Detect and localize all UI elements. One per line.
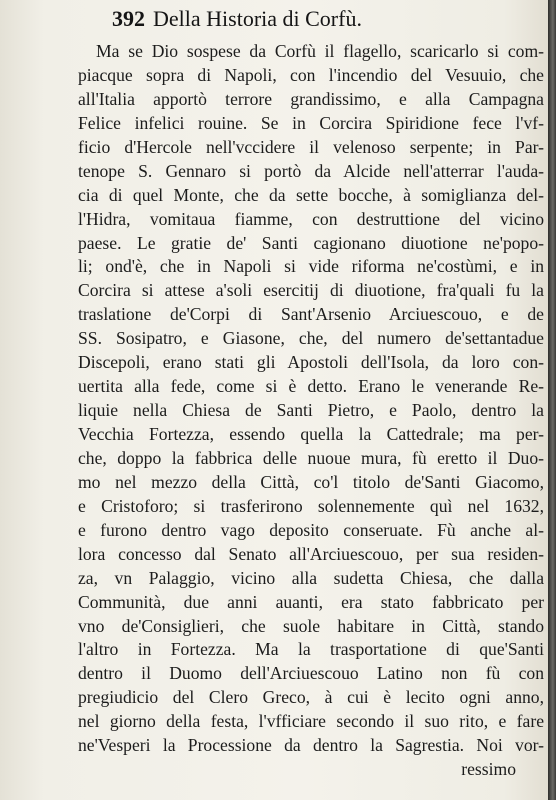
text-line: e furono dentro vago deposito conseruate. Fù anche al-	[78, 519, 544, 540]
text-line: Felice infelici rouine. Se in Corcira Spiridione fece l'vf-	[78, 112, 544, 133]
text-line: l'altro in Fortezza. Ma la trasportatione di que'Santi	[78, 639, 544, 660]
text-line: ne'Vesperi la Processione da dentro la Sagrestia. Noi vor-	[78, 735, 544, 756]
text-line: ficio d'Hercole nell'vccidere il velenoso serpente; in Par-	[78, 136, 544, 157]
text-line: mo nel mezzo della Città, co'l titolo de'Santi Giacomo,	[78, 471, 544, 492]
running-title: Della Historia di Corfù.	[153, 6, 362, 31]
running-header	[112, 6, 362, 32]
text-line: za, vn Palaggio, vicino alla sudetta Chiesa, che dalla	[78, 567, 544, 588]
text-line: Ma se Dio sospese da Corfù il flagello, scaricarlo si com-	[96, 41, 544, 61]
text-line: lora concesso dal Senato all'Arciuescouo, per sua residen-	[78, 543, 544, 564]
text-line: dentro il Duomo dell'Arciuescouo Latino non fù con	[78, 663, 544, 684]
text-line: piacque sopra di Napoli, con l'incendio del Vesuuio, che	[78, 64, 544, 85]
text-line: tenope S. Gennaro si portò da Alcide nell'atterrar l'auda-	[78, 160, 544, 181]
text-line: uertita alla fede, come si è detto. Erano le venerande Re-	[78, 376, 544, 397]
page-edge	[548, 0, 556, 800]
text-line: traslatione de'Corpi di Sant'Arsenio Arciuescouo, e de	[78, 304, 544, 325]
text-line: Communità, due anni auanti, era stato fabbricato per	[78, 591, 544, 612]
page-number: 392	[112, 6, 145, 31]
text-line: che, doppo la fabbrica delle nuoue mura, fù eretto il Duo-	[78, 447, 544, 468]
text-line: Discepoli, erano stati gli Apostoli dell'Isola, da loro con-	[78, 352, 544, 373]
text-line: vno de'Consiglieri, che suole habitare in Città, stando	[78, 615, 544, 636]
text-line: Corcira si attese a'soli esercitij di diuotione, fra'quali fu la	[78, 280, 544, 301]
text-line: e Cristoforo; si trasferirono solennemente quì nel 1632,	[78, 495, 544, 516]
text-line: Vecchia Fortezza, essendo quella la Cattedrale; ma per-	[78, 424, 544, 444]
text-line: cia di quel Monte, che da sette bocche, à somiglianza del-	[78, 184, 544, 205]
text-line: all'Italia apportò terrore grandissimo, e alla Campagna	[78, 88, 544, 109]
text-line: nel giorno della festa, l'vfficiare secondo il suo rito, e fare	[78, 711, 544, 732]
body-text	[78, 40, 544, 782]
text-line: liquie nella Chiesa de Santi Pietro, e Paolo, dentro la	[78, 400, 544, 421]
text-line: l'Hidra, vomitaua fiamme, con destruttione del vicino	[78, 208, 544, 229]
catchword: ressimo	[461, 759, 516, 780]
text-line: pregiudicio del Clero Greco, à cui è lecito ogni anno,	[78, 687, 544, 708]
text-line: SS. Sosipatro, e Giasone, che, del numero de'settantadue	[78, 328, 544, 349]
text-line: paese. Le gratie de' Santi cagionano diuotione ne'popo-	[78, 232, 544, 253]
text-line: li; ond'è, che in Napoli si vide riforma ne'costùmi, e in	[78, 256, 544, 277]
